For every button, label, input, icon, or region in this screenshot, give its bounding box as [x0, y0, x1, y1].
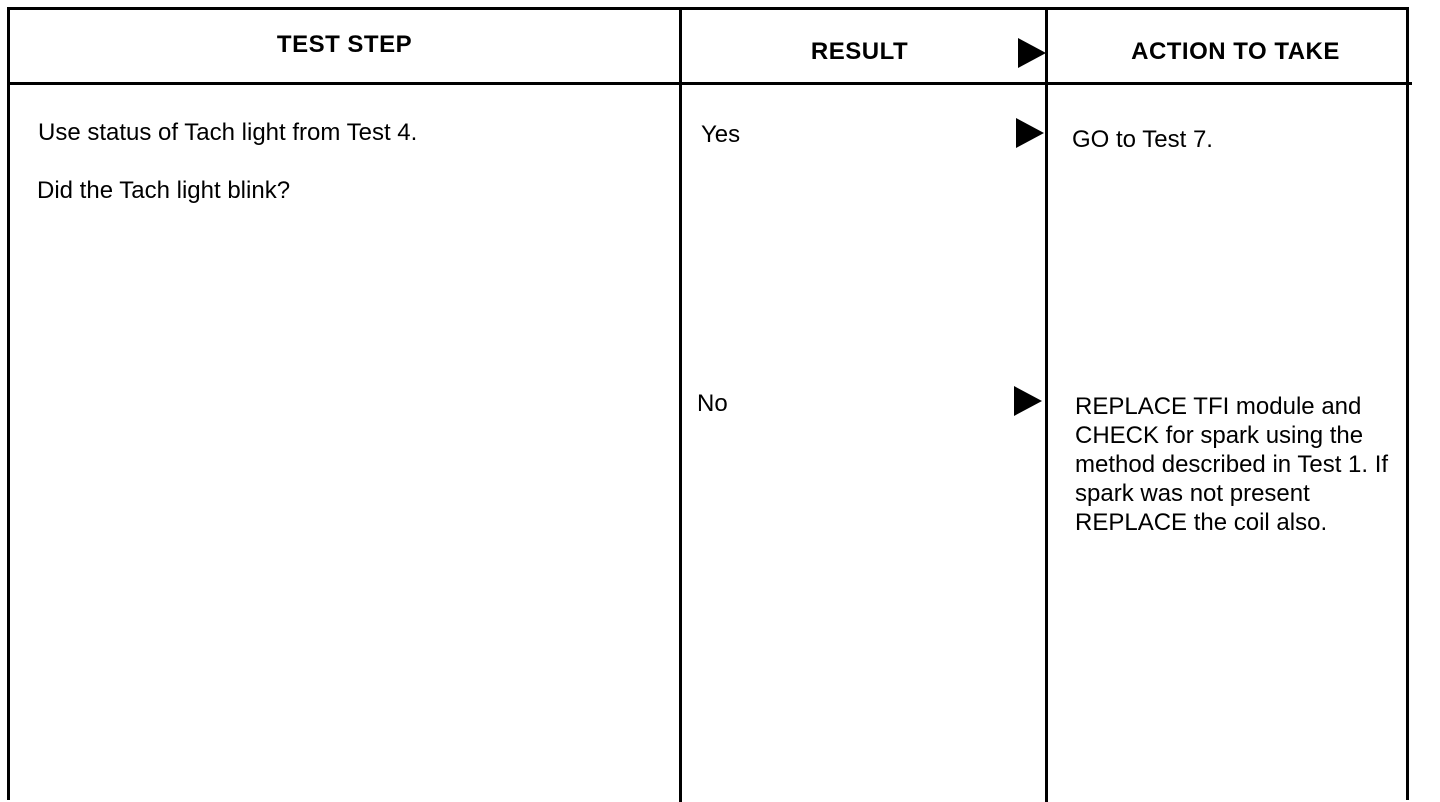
header-action-to-take: ACTION TO TAKE — [1131, 38, 1340, 65]
column-divider-action — [1045, 7, 1048, 802]
no-arrow-icon — [1014, 386, 1042, 416]
action-no: REPLACE TFI module and CHECK for spark using the method described in Test 1. If spark was not present REPLACE the coil also. — [1075, 393, 1389, 536]
header-result: RESULT — [810, 38, 909, 65]
test-step-instruction: Use status of Tach light from Test 4. — [38, 119, 418, 146]
result-yes: Yes — [701, 121, 741, 148]
header-divider — [7, 82, 1412, 85]
column-divider-result — [679, 7, 682, 802]
header-arrow-icon — [1018, 38, 1046, 68]
test-step-question: Did the Tach light blink? — [37, 177, 291, 204]
yes-arrow-icon — [1016, 118, 1044, 148]
result-no: No — [697, 390, 728, 417]
header-test-step: TEST STEP — [276, 31, 413, 58]
action-yes: GO to Test 7. — [1072, 126, 1213, 153]
